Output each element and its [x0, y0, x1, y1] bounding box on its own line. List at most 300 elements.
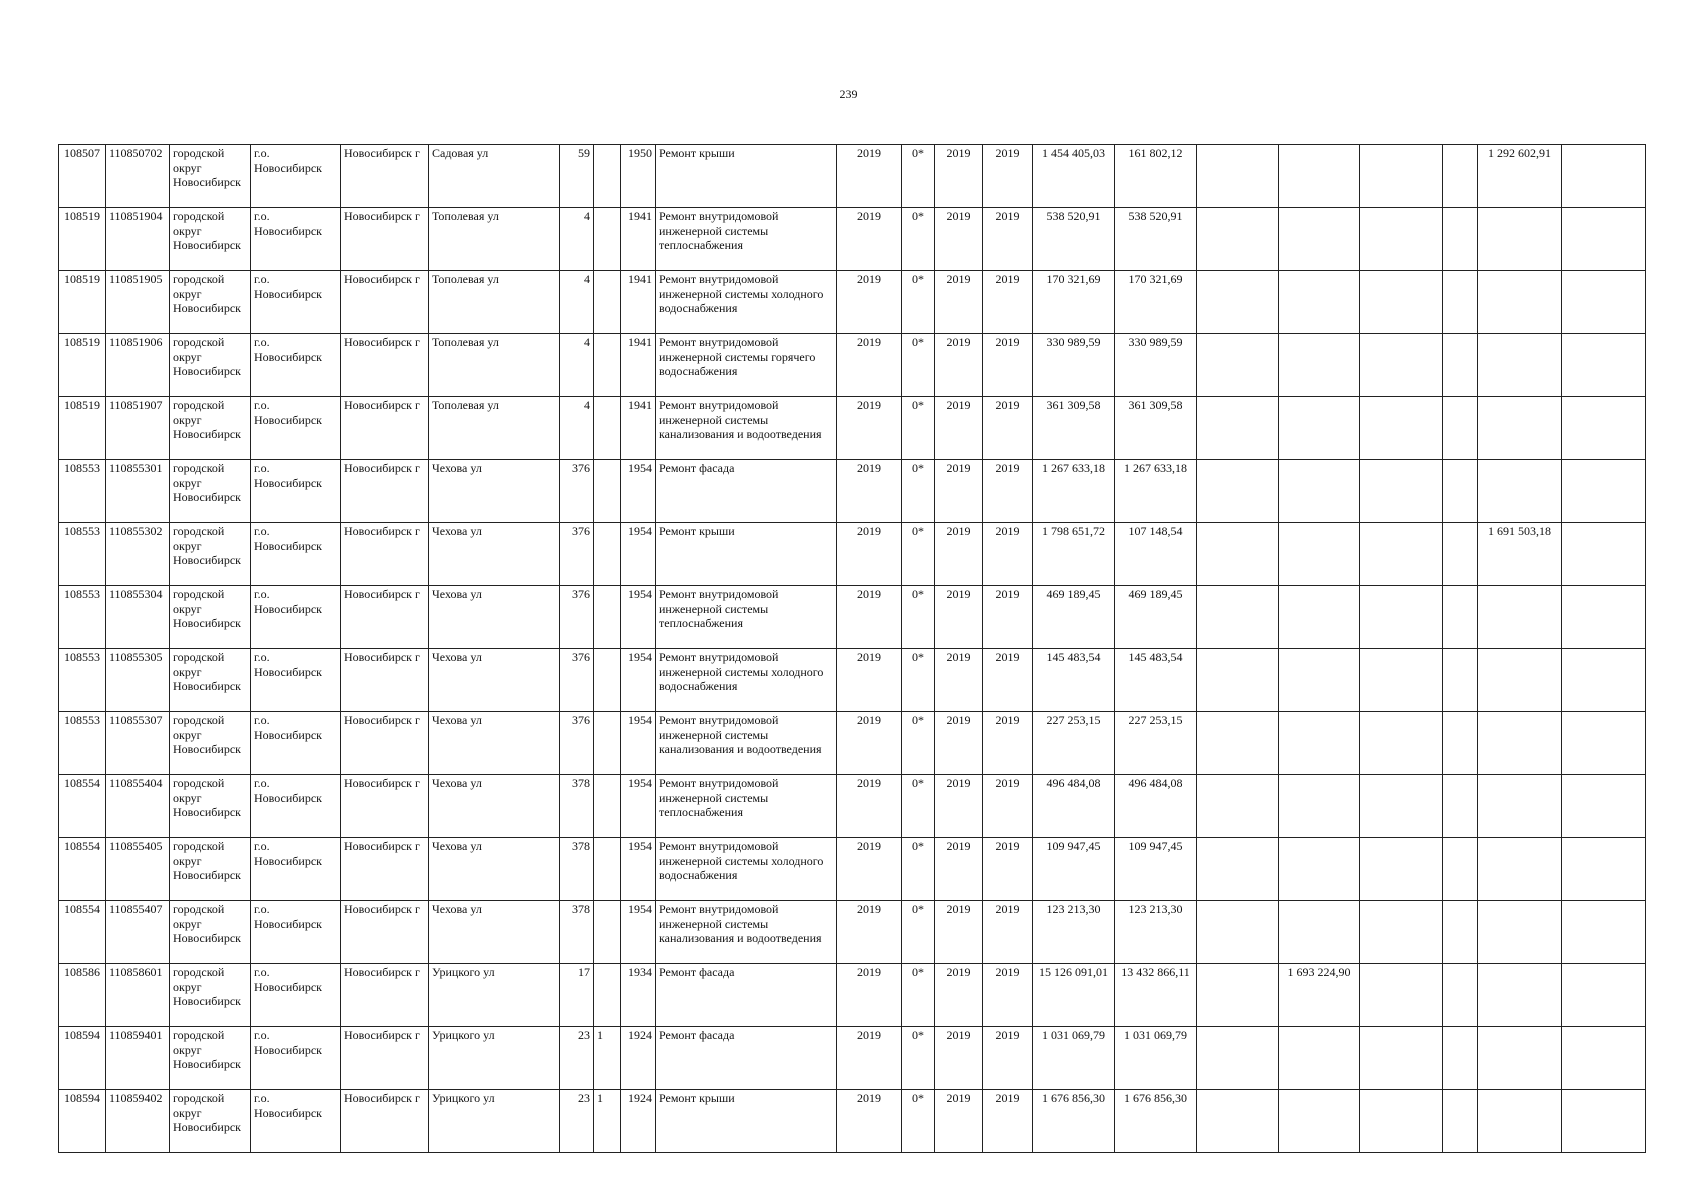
street-cell: Тополевая ул — [429, 208, 560, 271]
house-number-cell: 376 — [560, 649, 594, 712]
cost-cell-4 — [1360, 586, 1443, 649]
cost-cell-6: 1 691 503,18 — [1478, 523, 1562, 586]
total-cost-cell: 496 484,08 — [1033, 775, 1115, 838]
year-built-cell: 1941 — [621, 271, 656, 334]
total-cost-cell: 330 989,59 — [1033, 334, 1115, 397]
cost-cell-6 — [1478, 334, 1562, 397]
table-row — [59, 649, 1646, 712]
city-cell: Новосибирск г — [341, 1090, 429, 1153]
year-built-cell: 1941 — [621, 334, 656, 397]
building-cell — [594, 712, 621, 775]
house-number-cell: 378 — [560, 901, 594, 964]
element-id-cell: 110851904 — [106, 208, 170, 271]
building-cell — [594, 334, 621, 397]
total-cost-cell: 469 189,45 — [1033, 586, 1115, 649]
cost-cell-2 — [1197, 964, 1279, 1027]
plan-year-cell: 2019 — [837, 964, 902, 1027]
cost-cell-5 — [1443, 208, 1478, 271]
municipality-cell: г.о. Новосибирск — [251, 1027, 341, 1090]
house-number-cell: 4 — [560, 208, 594, 271]
street-cell: Тополевая ул — [429, 271, 560, 334]
element-id-cell: 110851905 — [106, 271, 170, 334]
cost-cell-7 — [1562, 775, 1646, 838]
year-built-cell: 1924 — [621, 1027, 656, 1090]
municipality-cell: г.о. Новосибирск — [251, 586, 341, 649]
work-type-cell: Ремонт крыши — [656, 1090, 837, 1153]
total-cost-cell: 1 676 856,30 — [1033, 1090, 1115, 1153]
municipality-cell: г.о. Новосибирск — [251, 1090, 341, 1153]
element-id-cell: 110855301 — [106, 460, 170, 523]
end-year-cell: 2019 — [983, 460, 1033, 523]
building-cell — [594, 775, 621, 838]
municipality-cell: г.о. Новосибирск — [251, 271, 341, 334]
element-id-cell: 110855305 — [106, 649, 170, 712]
plan-year-cell: 2019 — [837, 586, 902, 649]
district-cell: городской округ Новосибирск — [170, 901, 251, 964]
end-year-cell: 2019 — [983, 1090, 1033, 1153]
city-cell: Новосибирск г — [341, 901, 429, 964]
cost-cell-3 — [1279, 145, 1360, 208]
cost-cell-2 — [1197, 460, 1279, 523]
mark-cell: 0* — [902, 964, 935, 1027]
mark-cell: 0* — [902, 586, 935, 649]
object-code-cell: 108554 — [59, 775, 106, 838]
element-id-cell: 110858601 — [106, 964, 170, 1027]
work-type-cell: Ремонт внутридомовой инженерной системы канализования и водоотведения — [656, 712, 837, 775]
house-number-cell: 4 — [560, 334, 594, 397]
year-built-cell: 1941 — [621, 397, 656, 460]
city-cell: Новосибирск г — [341, 397, 429, 460]
start-year-cell: 2019 — [935, 334, 983, 397]
cost-cell-5 — [1443, 901, 1478, 964]
cost-cell-1: 538 520,91 — [1115, 208, 1197, 271]
table-row — [59, 523, 1646, 586]
cost-cell-6 — [1478, 901, 1562, 964]
building-cell — [594, 523, 621, 586]
district-cell: городской округ Новосибирск — [170, 145, 251, 208]
house-number-cell: 23 — [560, 1090, 594, 1153]
cost-cell-4 — [1360, 145, 1443, 208]
mark-cell: 0* — [902, 334, 935, 397]
element-id-cell: 110859402 — [106, 1090, 170, 1153]
city-cell: Новосибирск г — [341, 649, 429, 712]
mark-cell: 0* — [902, 460, 935, 523]
year-built-cell: 1954 — [621, 523, 656, 586]
table-row — [59, 838, 1646, 901]
object-code-cell: 108553 — [59, 460, 106, 523]
street-cell: Чехова ул — [429, 775, 560, 838]
municipality-cell: г.о. Новосибирск — [251, 334, 341, 397]
work-type-cell: Ремонт крыши — [656, 145, 837, 208]
year-built-cell: 1941 — [621, 208, 656, 271]
building-cell — [594, 271, 621, 334]
street-cell: Чехова ул — [429, 712, 560, 775]
house-number-cell: 376 — [560, 460, 594, 523]
district-cell: городской округ Новосибирск — [170, 523, 251, 586]
year-built-cell: 1924 — [621, 1090, 656, 1153]
work-type-cell: Ремонт внутридомовой инженерной системы холодного водоснабжения — [656, 271, 837, 334]
cost-cell-7 — [1562, 271, 1646, 334]
total-cost-cell: 1 267 633,18 — [1033, 460, 1115, 523]
street-cell: Чехова ул — [429, 649, 560, 712]
table-row — [59, 397, 1646, 460]
cost-cell-6 — [1478, 775, 1562, 838]
cost-cell-3 — [1279, 838, 1360, 901]
cost-cell-3 — [1279, 397, 1360, 460]
mark-cell: 0* — [902, 523, 935, 586]
cost-cell-7 — [1562, 1027, 1646, 1090]
district-cell: городской округ Новосибирск — [170, 334, 251, 397]
cost-cell-5 — [1443, 1027, 1478, 1090]
cost-cell-5 — [1443, 712, 1478, 775]
element-id-cell: 110851907 — [106, 397, 170, 460]
district-cell: городской округ Новосибирск — [170, 271, 251, 334]
street-cell: Тополевая ул — [429, 334, 560, 397]
cost-cell-4 — [1360, 1090, 1443, 1153]
end-year-cell: 2019 — [983, 649, 1033, 712]
object-code-cell: 108594 — [59, 1027, 106, 1090]
cost-cell-2 — [1197, 901, 1279, 964]
cost-cell-4 — [1360, 523, 1443, 586]
house-number-cell: 376 — [560, 586, 594, 649]
object-code-cell: 108554 — [59, 901, 106, 964]
cost-cell-1: 145 483,54 — [1115, 649, 1197, 712]
start-year-cell: 2019 — [935, 901, 983, 964]
work-type-cell: Ремонт фасада — [656, 460, 837, 523]
cost-cell-5 — [1443, 334, 1478, 397]
cost-cell-4 — [1360, 1027, 1443, 1090]
district-cell: городской округ Новосибирск — [170, 775, 251, 838]
cost-cell-7 — [1562, 145, 1646, 208]
cost-cell-4 — [1360, 208, 1443, 271]
plan-year-cell: 2019 — [837, 838, 902, 901]
cost-cell-4 — [1360, 838, 1443, 901]
cost-cell-3: 1 693 224,90 — [1279, 964, 1360, 1027]
end-year-cell: 2019 — [983, 145, 1033, 208]
end-year-cell: 2019 — [983, 1027, 1033, 1090]
city-cell: Новосибирск г — [341, 964, 429, 1027]
city-cell: Новосибирск г — [341, 712, 429, 775]
start-year-cell: 2019 — [935, 1027, 983, 1090]
total-cost-cell: 145 483,54 — [1033, 649, 1115, 712]
street-cell: Урицкого ул — [429, 1027, 560, 1090]
table-row — [59, 901, 1646, 964]
city-cell: Новосибирск г — [341, 460, 429, 523]
object-code-cell: 108594 — [59, 1090, 106, 1153]
cost-cell-6 — [1478, 271, 1562, 334]
mark-cell: 0* — [902, 712, 935, 775]
start-year-cell: 2019 — [935, 397, 983, 460]
city-cell: Новосибирск г — [341, 586, 429, 649]
building-cell: 1 — [594, 1090, 621, 1153]
year-built-cell: 1954 — [621, 460, 656, 523]
cost-cell-1: 1 031 069,79 — [1115, 1027, 1197, 1090]
work-type-cell: Ремонт фасада — [656, 964, 837, 1027]
cost-cell-5 — [1443, 145, 1478, 208]
cost-cell-1: 496 484,08 — [1115, 775, 1197, 838]
cost-cell-1: 227 253,15 — [1115, 712, 1197, 775]
municipality-cell: г.о. Новосибирск — [251, 901, 341, 964]
end-year-cell: 2019 — [983, 208, 1033, 271]
cost-cell-3 — [1279, 208, 1360, 271]
element-id-cell: 110850702 — [106, 145, 170, 208]
municipality-cell: г.о. Новосибирск — [251, 712, 341, 775]
table-row — [59, 586, 1646, 649]
cost-cell-7 — [1562, 208, 1646, 271]
plan-year-cell: 2019 — [837, 1027, 902, 1090]
element-id-cell: 110855405 — [106, 838, 170, 901]
total-cost-cell: 361 309,58 — [1033, 397, 1115, 460]
start-year-cell: 2019 — [935, 271, 983, 334]
cost-cell-6: 1 292 602,91 — [1478, 145, 1562, 208]
municipality-cell: г.о. Новосибирск — [251, 523, 341, 586]
element-id-cell: 110855304 — [106, 586, 170, 649]
cost-cell-6 — [1478, 586, 1562, 649]
work-type-cell: Ремонт крыши — [656, 523, 837, 586]
element-id-cell: 110855302 — [106, 523, 170, 586]
start-year-cell: 2019 — [935, 523, 983, 586]
element-id-cell: 110855407 — [106, 901, 170, 964]
city-cell: Новосибирск г — [341, 334, 429, 397]
cost-cell-2 — [1197, 397, 1279, 460]
mark-cell: 0* — [902, 208, 935, 271]
house-number-cell: 59 — [560, 145, 594, 208]
building-cell — [594, 586, 621, 649]
cost-cell-5 — [1443, 523, 1478, 586]
total-cost-cell: 123 213,30 — [1033, 901, 1115, 964]
municipality-cell: г.о. Новосибирск — [251, 460, 341, 523]
cost-cell-3 — [1279, 523, 1360, 586]
plan-year-cell: 2019 — [837, 1090, 902, 1153]
total-cost-cell: 109 947,45 — [1033, 838, 1115, 901]
cost-cell-7 — [1562, 460, 1646, 523]
plan-year-cell: 2019 — [837, 712, 902, 775]
municipality-cell: г.о. Новосибирск — [251, 145, 341, 208]
municipality-cell: г.о. Новосибирск — [251, 397, 341, 460]
element-id-cell: 110855404 — [106, 775, 170, 838]
end-year-cell: 2019 — [983, 775, 1033, 838]
plan-year-cell: 2019 — [837, 271, 902, 334]
plan-year-cell: 2019 — [837, 145, 902, 208]
mark-cell: 0* — [902, 145, 935, 208]
table-row — [59, 1027, 1646, 1090]
mark-cell: 0* — [902, 775, 935, 838]
cost-cell-6 — [1478, 838, 1562, 901]
district-cell: городской округ Новосибирск — [170, 838, 251, 901]
cost-cell-7 — [1562, 901, 1646, 964]
house-number-cell: 376 — [560, 712, 594, 775]
cost-cell-2 — [1197, 523, 1279, 586]
start-year-cell: 2019 — [935, 775, 983, 838]
house-number-cell: 23 — [560, 1027, 594, 1090]
cost-cell-6 — [1478, 1027, 1562, 1090]
start-year-cell: 2019 — [935, 838, 983, 901]
district-cell: городской округ Новосибирск — [170, 1090, 251, 1153]
cost-cell-2 — [1197, 145, 1279, 208]
district-cell: городской округ Новосибирск — [170, 649, 251, 712]
end-year-cell: 2019 — [983, 271, 1033, 334]
table-row — [59, 1090, 1646, 1153]
street-cell: Тополевая ул — [429, 397, 560, 460]
plan-year-cell: 2019 — [837, 208, 902, 271]
street-cell: Чехова ул — [429, 586, 560, 649]
district-cell: городской округ Новосибирск — [170, 460, 251, 523]
cost-cell-4 — [1360, 334, 1443, 397]
cost-cell-6 — [1478, 397, 1562, 460]
cost-cell-7 — [1562, 586, 1646, 649]
cost-cell-5 — [1443, 586, 1478, 649]
table-row — [59, 460, 1646, 523]
table-row — [59, 145, 1646, 208]
mark-cell: 0* — [902, 1090, 935, 1153]
city-cell: Новосибирск г — [341, 838, 429, 901]
object-code-cell: 108519 — [59, 208, 106, 271]
start-year-cell: 2019 — [935, 1090, 983, 1153]
plan-year-cell: 2019 — [837, 334, 902, 397]
element-id-cell: 110851906 — [106, 334, 170, 397]
street-cell: Чехова ул — [429, 901, 560, 964]
district-cell: городской округ Новосибирск — [170, 1027, 251, 1090]
building-cell — [594, 460, 621, 523]
cost-cell-1: 330 989,59 — [1115, 334, 1197, 397]
plan-year-cell: 2019 — [837, 460, 902, 523]
object-code-cell: 108553 — [59, 712, 106, 775]
table-row — [59, 964, 1646, 1027]
cost-cell-3 — [1279, 1090, 1360, 1153]
year-built-cell: 1954 — [621, 712, 656, 775]
repair-register-table — [58, 144, 1646, 1153]
cost-cell-5 — [1443, 460, 1478, 523]
building-cell — [594, 145, 621, 208]
municipality-cell: г.о. Новосибирск — [251, 649, 341, 712]
total-cost-cell: 1 454 405,03 — [1033, 145, 1115, 208]
start-year-cell: 2019 — [935, 964, 983, 1027]
start-year-cell: 2019 — [935, 208, 983, 271]
street-cell: Чехова ул — [429, 523, 560, 586]
mark-cell: 0* — [902, 901, 935, 964]
cost-cell-6 — [1478, 1090, 1562, 1153]
total-cost-cell: 1 798 651,72 — [1033, 523, 1115, 586]
cost-cell-4 — [1360, 712, 1443, 775]
cost-cell-1: 1 267 633,18 — [1115, 460, 1197, 523]
cost-cell-5 — [1443, 271, 1478, 334]
cost-cell-4 — [1360, 901, 1443, 964]
cost-cell-2 — [1197, 334, 1279, 397]
cost-cell-3 — [1279, 1027, 1360, 1090]
table-row — [59, 712, 1646, 775]
plan-year-cell: 2019 — [837, 775, 902, 838]
cost-cell-2 — [1197, 1027, 1279, 1090]
total-cost-cell: 227 253,15 — [1033, 712, 1115, 775]
cost-cell-6 — [1478, 649, 1562, 712]
element-id-cell: 110855307 — [106, 712, 170, 775]
plan-year-cell: 2019 — [837, 523, 902, 586]
cost-cell-3 — [1279, 712, 1360, 775]
object-code-cell: 108519 — [59, 397, 106, 460]
building-cell — [594, 208, 621, 271]
cost-cell-7 — [1562, 397, 1646, 460]
cost-cell-7 — [1562, 964, 1646, 1027]
work-type-cell: Ремонт внутридомовой инженерной системы канализования и водоотведения — [656, 901, 837, 964]
cost-cell-3 — [1279, 460, 1360, 523]
end-year-cell: 2019 — [983, 523, 1033, 586]
mark-cell: 0* — [902, 1027, 935, 1090]
city-cell: Новосибирск г — [341, 775, 429, 838]
cost-cell-7 — [1562, 838, 1646, 901]
cost-cell-1: 1 676 856,30 — [1115, 1090, 1197, 1153]
year-built-cell: 1954 — [621, 901, 656, 964]
start-year-cell: 2019 — [935, 145, 983, 208]
cost-cell-7 — [1562, 712, 1646, 775]
cost-cell-4 — [1360, 964, 1443, 1027]
city-cell: Новосибирск г — [341, 145, 429, 208]
end-year-cell: 2019 — [983, 586, 1033, 649]
cost-cell-4 — [1360, 271, 1443, 334]
cost-cell-3 — [1279, 586, 1360, 649]
cost-cell-2 — [1197, 271, 1279, 334]
cost-cell-3 — [1279, 334, 1360, 397]
object-code-cell: 108519 — [59, 334, 106, 397]
start-year-cell: 2019 — [935, 460, 983, 523]
cost-cell-2 — [1197, 712, 1279, 775]
page-number: 239 — [839, 87, 858, 101]
cost-cell-2 — [1197, 649, 1279, 712]
municipality-cell: г.о. Новосибирск — [251, 838, 341, 901]
plan-year-cell: 2019 — [837, 649, 902, 712]
building-cell — [594, 838, 621, 901]
work-type-cell: Ремонт фасада — [656, 1027, 837, 1090]
district-cell: городской округ Новосибирск — [170, 712, 251, 775]
start-year-cell: 2019 — [935, 712, 983, 775]
object-code-cell: 108507 — [59, 145, 106, 208]
end-year-cell: 2019 — [983, 334, 1033, 397]
building-cell: 1 — [594, 1027, 621, 1090]
total-cost-cell: 538 520,91 — [1033, 208, 1115, 271]
end-year-cell: 2019 — [983, 964, 1033, 1027]
street-cell: Урицкого ул — [429, 1090, 560, 1153]
cost-cell-5 — [1443, 397, 1478, 460]
year-built-cell: 1934 — [621, 964, 656, 1027]
city-cell: Новосибирск г — [341, 1027, 429, 1090]
work-type-cell: Ремонт внутридомовой инженерной системы теплоснабжения — [656, 586, 837, 649]
cost-cell-5 — [1443, 838, 1478, 901]
cost-cell-1: 170 321,69 — [1115, 271, 1197, 334]
total-cost-cell: 15 126 091,01 — [1033, 964, 1115, 1027]
year-built-cell: 1950 — [621, 145, 656, 208]
city-cell: Новосибирск г — [341, 523, 429, 586]
total-cost-cell: 1 031 069,79 — [1033, 1027, 1115, 1090]
cost-cell-7 — [1562, 1090, 1646, 1153]
table-row — [59, 271, 1646, 334]
house-number-cell: 376 — [560, 523, 594, 586]
table-row — [59, 208, 1646, 271]
street-cell: Чехова ул — [429, 838, 560, 901]
total-cost-cell: 170 321,69 — [1033, 271, 1115, 334]
cost-cell-6 — [1478, 460, 1562, 523]
cost-cell-4 — [1360, 397, 1443, 460]
district-cell: городской округ Новосибирск — [170, 208, 251, 271]
cost-cell-4 — [1360, 460, 1443, 523]
mark-cell: 0* — [902, 649, 935, 712]
house-number-cell: 4 — [560, 271, 594, 334]
end-year-cell: 2019 — [983, 838, 1033, 901]
plan-year-cell: 2019 — [837, 901, 902, 964]
street-cell: Садовая ул — [429, 145, 560, 208]
cost-cell-2 — [1197, 775, 1279, 838]
district-cell: городской округ Новосибирск — [170, 964, 251, 1027]
cost-cell-3 — [1279, 901, 1360, 964]
work-type-cell: Ремонт внутридомовой инженерной системы холодного водоснабжения — [656, 649, 837, 712]
